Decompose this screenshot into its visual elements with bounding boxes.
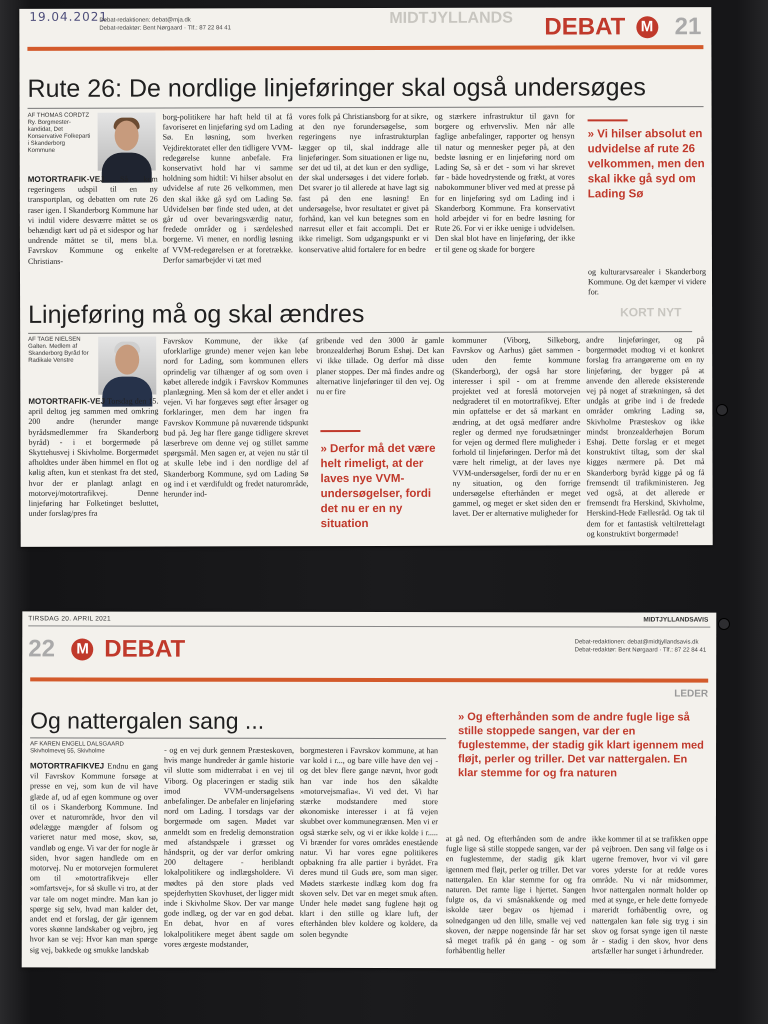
article-2-kicker: MOTORTRAFIK-VEJ (28, 396, 106, 406)
debate-masthead-2 (28, 635, 185, 663)
article-1-col1-text: Så kom regeringens udspil til en ny transportplan, og debatten om rute 26 raser igen. I Skanderborg Kommune har vi indtil videre desværre måttet se os behændigt kørt ud på et sidespor og har undrende måttet se til, mens bl.a. Favrskov Kommune og enkelte Christians- (27, 174, 158, 266)
newspaper-clipping-1 (19, 7, 712, 547)
article-2-column-4: kommuner (Viborg, Silkeborg, Favrskov og Aarhus) gået sammen - uden den femte kommune (Skanderborg), der også har store interesser i spil - om at fremme projektet ved at foreslå motorvejen nedgraderet til en motortrafikvej. Efter min opfattelse er det så markant en ændring, at det også medfører andre regler og dermed nye forudsætninger for vejen og dermed flere muligheder i forhold til linjeføringen. Derfor må det være helt rimeligt, at der laves nye VVM-undersøgelser, fordi der nu er en ny situation, og den forrige undersøgelse efterhånden er meget gammel, og meget er sket siden den er lavet. Der er alternative muligheder for (452, 335, 581, 519)
newspaper-name: MIDTJYLLANDSAVIS (643, 616, 709, 624)
article-3-column-5: ikke kommer til at se trafikken oppe på vejbroen. Den sang vil følge os i ugerne fremover, hvor vi vil gøre vores yderste for at redde vores område. Nu vi når midsommer, hvor nattergalen normalt holder op med at synge, er hele dette fornyede mareridt forhåbentlig ovre, og nattergalen kan føle sig tryg i sin skov og forsat synge igen til næste år - stadig i den skov, hvor dens artsfæller har sunget i århundreder. (591, 834, 708, 956)
article-3-byline: AF KAREN ENGELL DALSGAARD Skivholmevej 55, Skivholme (30, 741, 124, 755)
article-2-byline: AF TAGE NIELSEN Galten. Medlem af Skanderborg Byråd for Radikale Venstre (28, 336, 89, 364)
article-1-column-3: vores folk på Christiansborg for at sikre, at den nye forundersøgelse, som regeringens nye infrastrukturplan lægger op til, skal inddrage alle linjeføringer. Som situationen er lige nu, ser det ud til, at det kun er den sydlige, der skal undersøges i det videre forløb. Det svarer jo til allerede at have lagt sig fast på den ene løsning! En undersøgelse, hvor resultatet er givet på forhånd, kan vel kun betegnes som en narresut eller et fait accompli. Det er ikke rimeligt. Som udgangspunkt er vi konservative altid fortalere for en bedre (298, 111, 429, 254)
m-logo-icon-2: M (72, 638, 94, 660)
article-3-column-4: at gå ned. Og efterhånden som de andre fugle lige så stille stoppede sangen, var der en fuglestemme, der stadig gik klart igennem med fløjt, perler og triller. Det var nattergalen. En klar stemme for og fra naturen. Det ramte lige i hjertet. Sangen fulgte os, da vi småsnakkende og med iskolde tæer begav os hjemad i solnedgangen ud den lille, smalle vej ved skoven, der næppe nogensinde får har set så meget trafik på én gang - og som forhåbentlig heller (445, 834, 586, 956)
debate-header-info-2 (575, 638, 707, 654)
article-2-column-1 (28, 397, 158, 543)
handwritten-date: 19.04.2021 (29, 9, 109, 24)
article-1-column-4: og stærkere infrastruktur til gavn for borgere og erhvervsliv. Men når alle faglige anbefalinger, rapporter og hensyn til natur og mennesker peger på, at den bedste løsning er en linjeføring nord om Lading Sø, så er det - som vi har skrevet før - både hovedrystende og frækt, at vores nabokommuner bliver ved med at presse på for en linjeføring syd om Lading ind i Skanderborg Kommune. Fra konservativt hold arbejder vi for en bedre løsning for Rute 26. For vi er ikke uenige i udvidelsen. Den skal blot have en linjeføring, der ikke er til gene og skade for borgere (434, 111, 575, 254)
redaktor-line-2: Debat-redaktør: Bent Nørgaard · Tlf.: 87 22 84 41 (574, 647, 707, 654)
page-number-2: 22 (28, 635, 55, 663)
article-1-column-1 (28, 175, 158, 291)
article-3-column-1 (30, 761, 158, 961)
dateline-rule (28, 625, 710, 627)
article-1-column-5: og kulturarvsarealer i Skanderborg Kommune. Og det kæmper vi videre for. (587, 267, 707, 297)
article-3-col1-text: Endnu en gang vil Favrskov Kommune forsøge at presse en vej, som kun de vil have glæde af, ud af egen kommune og over til os i Skanderborg Kommune. Ind over et naturområde, hvor den vil ødelægge mængder af folsom og varieret natur med mose, skov, sø, vandløb og enge. Vi var der for nogle år siden, hvor sagen handlede om en motorvej. Nu er motorvejen formuleret om til »motortrafikvej« eller »omfartsvej«, for så skulle vi tro, at der var tale om noget mindre. Man kan jo spørge sig selv, hvad man kalder det, andet end et forslag, der går igennem vores skønne landskaber og vejbro, jeg hvor kan se vej: Hvor kan man spørge sig vej, bakkede og smukke landskab (29, 761, 159, 955)
article-3-kicker: MOTORTRAFIKVEJ (30, 761, 105, 771)
article-2-col1-text: Torsdag den 15. april deltog jeg sammen med omkring 200 andre (herunder mange byrådsmedlemmer fra Skanderborg byråd) - i et borgermøde på Skyttehusvej i Skivholme. Borgermødet afholdtes under åben himmel en flot og kølig aften, kun et stenkast fra det sted, hvor der er planlagt anlagt en motorvej/motortrafikvej. Denne linjeføring har Folketinget besluttet, under forslag/pres fra (28, 396, 159, 519)
debate-masthead (544, 13, 701, 41)
headline-rule-3 (30, 737, 446, 739)
article-2-column-2: Favrskov Kommune, der ikke (af uforklarlige grunde) mener vejen kan lebe nord for Lading, som kommunen ellers oprindelig var tilhænger af og som oven i købet allerede indgik i Favrskov Kommunes planlægning. Men så kom der et eller andet i vejen. Vi har forgæves søgt efter årsager og forklaringer, men dem har ingen fra Favrskov Kommune på nuværende tidspunkt bud på. Jeg har flere gange tidligere skrevet læserbreve om denne vej og stillet samme spørgsmål. Men sagen er, at vejen nu står til at skulle lebe ind i den nordlige del af Skanderborg Kommune, syd om Lading Sø og ind i et værdifuldt og fredet naturområde, herunder ind- (163, 336, 309, 499)
accent-bar-2 (30, 677, 708, 682)
accent-bar (27, 45, 703, 51)
redaktion-email: Debat-redaktionen: debat@mja.dk (99, 17, 191, 24)
article-3-column-2: - og en vej durk gennem Præsteskoven, hvis mange hundreder år gamle historie vil slutte som midterrabat i en vej til Viborg. Og placeringen er stadig stik imod VVM-undersøgelsens anbefalinger. De anbefaler en linjeføring nord om Lading. I torsdags var der borgermøde om sagen. Mødet var anmeldt som en fredelig demonstration med afstandspæle i græsset og håndsprit, og der var derfor omkring 200 deltagere - heriblandt lokalpolitikere og indlægsholdere. Vi mødtes på den store plads ved spejderhytten Skovhuset, der ligger midt inde i Skivholme Skov. Der var mange gode indlæg, og der var en god debat. En debat, hvor en af vores lokalpolitikere meget åbent sagde om vores ærgeste modstander, (163, 745, 295, 949)
article-1-headline: Rute 26: De nordlige linjeføringer skal også undersøges (27, 73, 646, 103)
redaktion-email-2: Debat-redaktionen: debat@midtjyllandsavis.dk (574, 639, 699, 646)
article-3-pullquote: » Og efterhånden som de andre fugle lige så stille stoppede sangen, var der en fuglestemme, der stadig gik klart igennem med fløjt, perler og triller. Det var nattergalen. En klar stemme for og fra naturen (458, 711, 704, 780)
page-number: 21 (674, 13, 702, 41)
leder-label: LEDER (674, 688, 709, 700)
faded-masthead: MIDTJYLLANDS (389, 9, 513, 27)
article-3-headline: Og nattergalen sang ... (30, 707, 265, 734)
debate-header-info (99, 16, 231, 32)
article-2-column-3: gribende ved den 3000 år gamle bronzealderhøj Borum Eshøj. Det kan vi ikke tillade. Og derfor må disse planer stoppes. Der må findes andre og alternative linjeføringer til den vej. Og nu er fire (316, 335, 445, 397)
redaktor-line: Debat-redaktør: Bent Nørgaard · Tlf.: 87 22 84 41 (99, 25, 231, 32)
article-3-column-3: borgmesteren i Favrskov kommune, at han var kold i r..., og bare ville have den vej - og det blev flere gange nævnt, hvor godt han var inde hos den såkaldte »motorvejsmafia«. Vi ved det. Vi har stærke modstandere med store økonomiske interesser i at få vejen skubbet over kommunegrænsen. Men vi er også stærke selv, og vi er ikke kolde i r..... Vi brænder for vores områdes enestående natur. Vi har vores egne politikeres opbakning fra alle partier i byrådet. Fra deres mund til Guds øre, som man siger. Mødets stærkeste indlæg kom dog fra skoven selv. Det var en meget smuk aften. Under hele mødet sang fuglene højt og klart i den stille og klare luft, der efterhånden blev koldere og koldere, da solen begyndte (299, 745, 439, 939)
headline-rule-2 (28, 331, 692, 334)
m-logo-icon: M (636, 16, 658, 38)
author-photo-1 (98, 113, 156, 171)
binder-hole-2 (718, 618, 730, 630)
article-2-pullquote: » Derfor må det være helt rimeligt, at der laves nye VVM-undersøgelser, fordi det nu er en ny situation (320, 442, 436, 531)
pullquote-bar-2 (320, 430, 360, 432)
article-2-headline: Linjeføring må og skal ændres (28, 300, 365, 329)
article-2-column-5: andre linjeføringer, og på borgermødet modtog vi et konkret forslag fra arrangørerne om en ny linjeføring, der bygger på at anvende den allerede eksisterende vej på noget af strækningen, så det undgås at gribe ind i de fredede områder omkring Lading sø, Skivholme Præsteskov og ikke mindst bronzealderhøjen Borum Eshøj. Dette forslag er et meget konstruktivt tiltag, som der skal kigges nærmere på. Det må Skanderborg byråd kigge på og få fremsendt til trafikministeren. Jeg ved også, at det allerede er fremsendt fra Herskind, Skivholme, Herskind-Hede Fællesråd. Og tak til dem for et fantastisk veltilrettelagt og konstruktivt borgermøde! (586, 335, 705, 539)
article-1-byline: AF THOMAS CORDTZ Ry. Borgmester- kandidat, Det Konservative Folkeparti i Skanderborg Kommune (27, 112, 91, 154)
section-label-2: DEBAT (104, 635, 186, 663)
article-1-kicker: MOTORTRAFIK-VEJ (27, 174, 105, 184)
headline-rule (28, 106, 704, 109)
dateline: TIRSDAG 20. APRIL 2021 (28, 615, 111, 623)
faded-kort-nyt: KORT NYT (620, 305, 682, 320)
section-label: DEBAT (544, 13, 626, 41)
author-photo-2 (98, 337, 156, 395)
article-1-column-2: borg-politikere har haft held til at få favoriseret en linjeføring syd om Lading Sø. En løsning, som hverken Vejdirektoratet eller den tidligere VVM-redegørelse kunne anbefale. Fra konservativt hold har vi samme holdning som hidtil: Vi hilser absolut en udvidelse af rute 26 velkommen, men den skal ikke gå syd om Lading Sø. Udvidelsen bør finde sted uden, at det går ud over bevaringsværdig natur, fredede områder og i særdeleshed borgerne. Vi mener, en nordlig løsning af VVM-redegørelsen er at foretrække. Derfor samarbejder vi tæt med (162, 112, 293, 265)
article-1-pullquote: » Vi hilser absolut en udvidelse af rute 26 velkommen, men den skal ikke gå syd om Lading Sø (587, 128, 705, 201)
newspaper-clipping-2 (22, 611, 717, 968)
binder-hole-1 (716, 404, 728, 416)
pullquote-bar-1 (588, 119, 628, 121)
